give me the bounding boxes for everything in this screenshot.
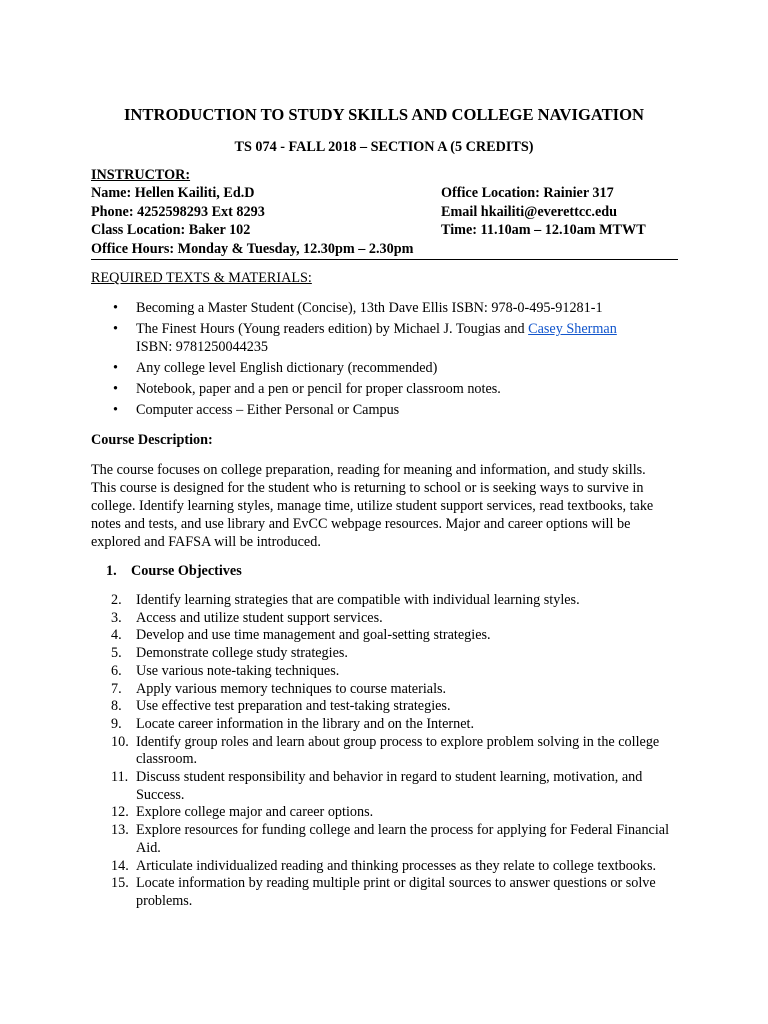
objective-text: Articulate individualized reading and thinking processes as they relate to college textbooks. bbox=[136, 857, 657, 874]
instructor-phone: Phone: 4252598293 Ext 8293 bbox=[91, 203, 265, 220]
bullet-icon: • bbox=[113, 300, 118, 316]
material-text: Notebook, paper and a pen or pencil for proper classroom notes. bbox=[136, 381, 501, 397]
casey-sherman-link[interactable]: Casey Sherman bbox=[528, 321, 617, 337]
bullet-icon: • bbox=[113, 360, 118, 376]
class-location: Class Location: Baker 102 bbox=[91, 222, 251, 239]
objective-text: Discuss student responsibility and behavior in regard to student learning, motivation, and Success. bbox=[136, 769, 643, 803]
instructor-section bbox=[91, 166, 691, 259]
materials-list bbox=[91, 299, 681, 422]
instructor-heading: INSTRUCTOR: bbox=[91, 167, 191, 183]
objective-number: 2. bbox=[111, 592, 122, 608]
list-item bbox=[91, 681, 681, 699]
list-item bbox=[91, 698, 681, 716]
list-item bbox=[91, 592, 681, 610]
list-item bbox=[91, 769, 681, 804]
list-item bbox=[91, 822, 681, 857]
objective-number: 6. bbox=[111, 662, 122, 679]
list-item bbox=[91, 320, 681, 356]
objective-text: Demonstrate college study strategies. bbox=[136, 645, 348, 662]
objectives-heading bbox=[91, 562, 242, 580]
list-item bbox=[91, 401, 681, 419]
list-item bbox=[91, 359, 681, 377]
objective-number: 9. bbox=[111, 715, 122, 732]
bullet-icon: • bbox=[113, 402, 118, 418]
course-subtitle: TS 074 - FALL 2018 – SECTION A (5 CREDITS) bbox=[234, 139, 534, 155]
objective-text: Identify group roles and learn about group process to explore problem solving in the college classroom. bbox=[136, 733, 660, 768]
material-isbn: ISBN: 9781250044235 bbox=[136, 339, 269, 355]
objective-number: 14. bbox=[111, 857, 129, 874]
objective-number: 3. bbox=[111, 609, 122, 626]
materials-heading: REQUIRED TEXTS & MATERIALS: bbox=[91, 270, 312, 286]
objective-text: Explore college major and career options. bbox=[136, 804, 374, 821]
instructor-email: Email hkailiti@everettcc.edu bbox=[441, 203, 618, 220]
office-hours: Office Hours: Monday & Tuesday, 12.30pm – 2.30pm bbox=[91, 241, 414, 258]
instructor-row bbox=[91, 240, 691, 259]
objective-text: Apply various memory techniques to course materials. bbox=[136, 680, 447, 697]
list-item bbox=[91, 645, 681, 663]
objective-text: Identify learning strategies that are compatible with individual learning styles. bbox=[136, 592, 580, 608]
objective-text: Locate career information in the library and on the Internet. bbox=[136, 715, 474, 732]
material-text: The Finest Hours (Young readers edition) by Michael J. Tougias and bbox=[136, 321, 529, 337]
class-time: Time: 11.10am – 12.10am MTWT bbox=[441, 222, 646, 239]
list-item bbox=[91, 610, 681, 628]
objective-text: Access and utilize student support services. bbox=[136, 609, 383, 626]
description-text: The course focuses on college preparation, reading for meaning and information, and study skills. This course is designed for the student who is returning to school or is seeking ways to survive in college. Identify learning styles, manage time, utilize student support services, read textbooks, take notes and tests, and use library and EvCC webpage resources. Major and career options will be explored and FAFSA will be introduced. bbox=[91, 462, 654, 550]
list-item bbox=[91, 716, 681, 734]
material-text: Computer access – Either Personal or Campus bbox=[136, 402, 400, 418]
bullet-icon: • bbox=[113, 381, 118, 397]
list-item bbox=[91, 627, 681, 645]
objective-text: Use various note-taking techniques. bbox=[136, 662, 340, 679]
objective-text: Locate information by reading multiple print or digital sources to answer questions or solve problems. bbox=[136, 875, 656, 909]
instructor-row bbox=[91, 184, 691, 203]
list-item bbox=[91, 858, 681, 876]
objective-number: 12. bbox=[111, 804, 129, 821]
objectives-heading-number: 1. bbox=[106, 563, 117, 579]
objectives-list bbox=[91, 592, 681, 911]
list-item bbox=[91, 734, 681, 769]
horizontal-divider bbox=[91, 259, 678, 260]
description-heading: Course Description: bbox=[91, 432, 213, 448]
objectives-heading-text: Course Objectives bbox=[131, 563, 242, 579]
objective-number: 8. bbox=[111, 698, 122, 715]
list-item bbox=[91, 875, 681, 910]
bullet-icon: • bbox=[113, 321, 118, 337]
objective-text: Develop and use time management and goal-setting strategies. bbox=[136, 627, 491, 644]
instructor-row bbox=[91, 221, 691, 240]
document-title: INTRODUCTION TO STUDY SKILLS AND COLLEGE NAVIGATION bbox=[123, 105, 645, 124]
objective-number: 5. bbox=[111, 645, 122, 662]
objective-number: 10. bbox=[111, 733, 129, 750]
list-item bbox=[91, 804, 681, 822]
instructor-name: Name: Hellen Kailiti, Ed.D bbox=[91, 185, 255, 201]
objective-text: Use effective test preparation and test-taking strategies. bbox=[136, 698, 451, 715]
objective-number: 13. bbox=[111, 822, 129, 839]
objective-number: 11. bbox=[111, 769, 129, 786]
objective-number: 7. bbox=[111, 680, 122, 697]
objective-text: Explore resources for funding college and learn the process for applying for Federal Financial Aid. bbox=[136, 822, 670, 856]
list-item bbox=[91, 380, 681, 398]
material-text: Becoming a Master Student (Concise), 13th Dave Ellis ISBN: 978-0-495-91281-1 bbox=[136, 300, 603, 316]
list-item bbox=[91, 663, 681, 681]
material-text: Any college level English dictionary (recommended) bbox=[136, 360, 438, 376]
instructor-row bbox=[91, 203, 691, 222]
list-item bbox=[91, 299, 681, 317]
objective-number: 4. bbox=[111, 627, 122, 644]
office-location: Office Location: Rainier 317 bbox=[441, 185, 614, 201]
objective-number: 15. bbox=[111, 875, 129, 892]
